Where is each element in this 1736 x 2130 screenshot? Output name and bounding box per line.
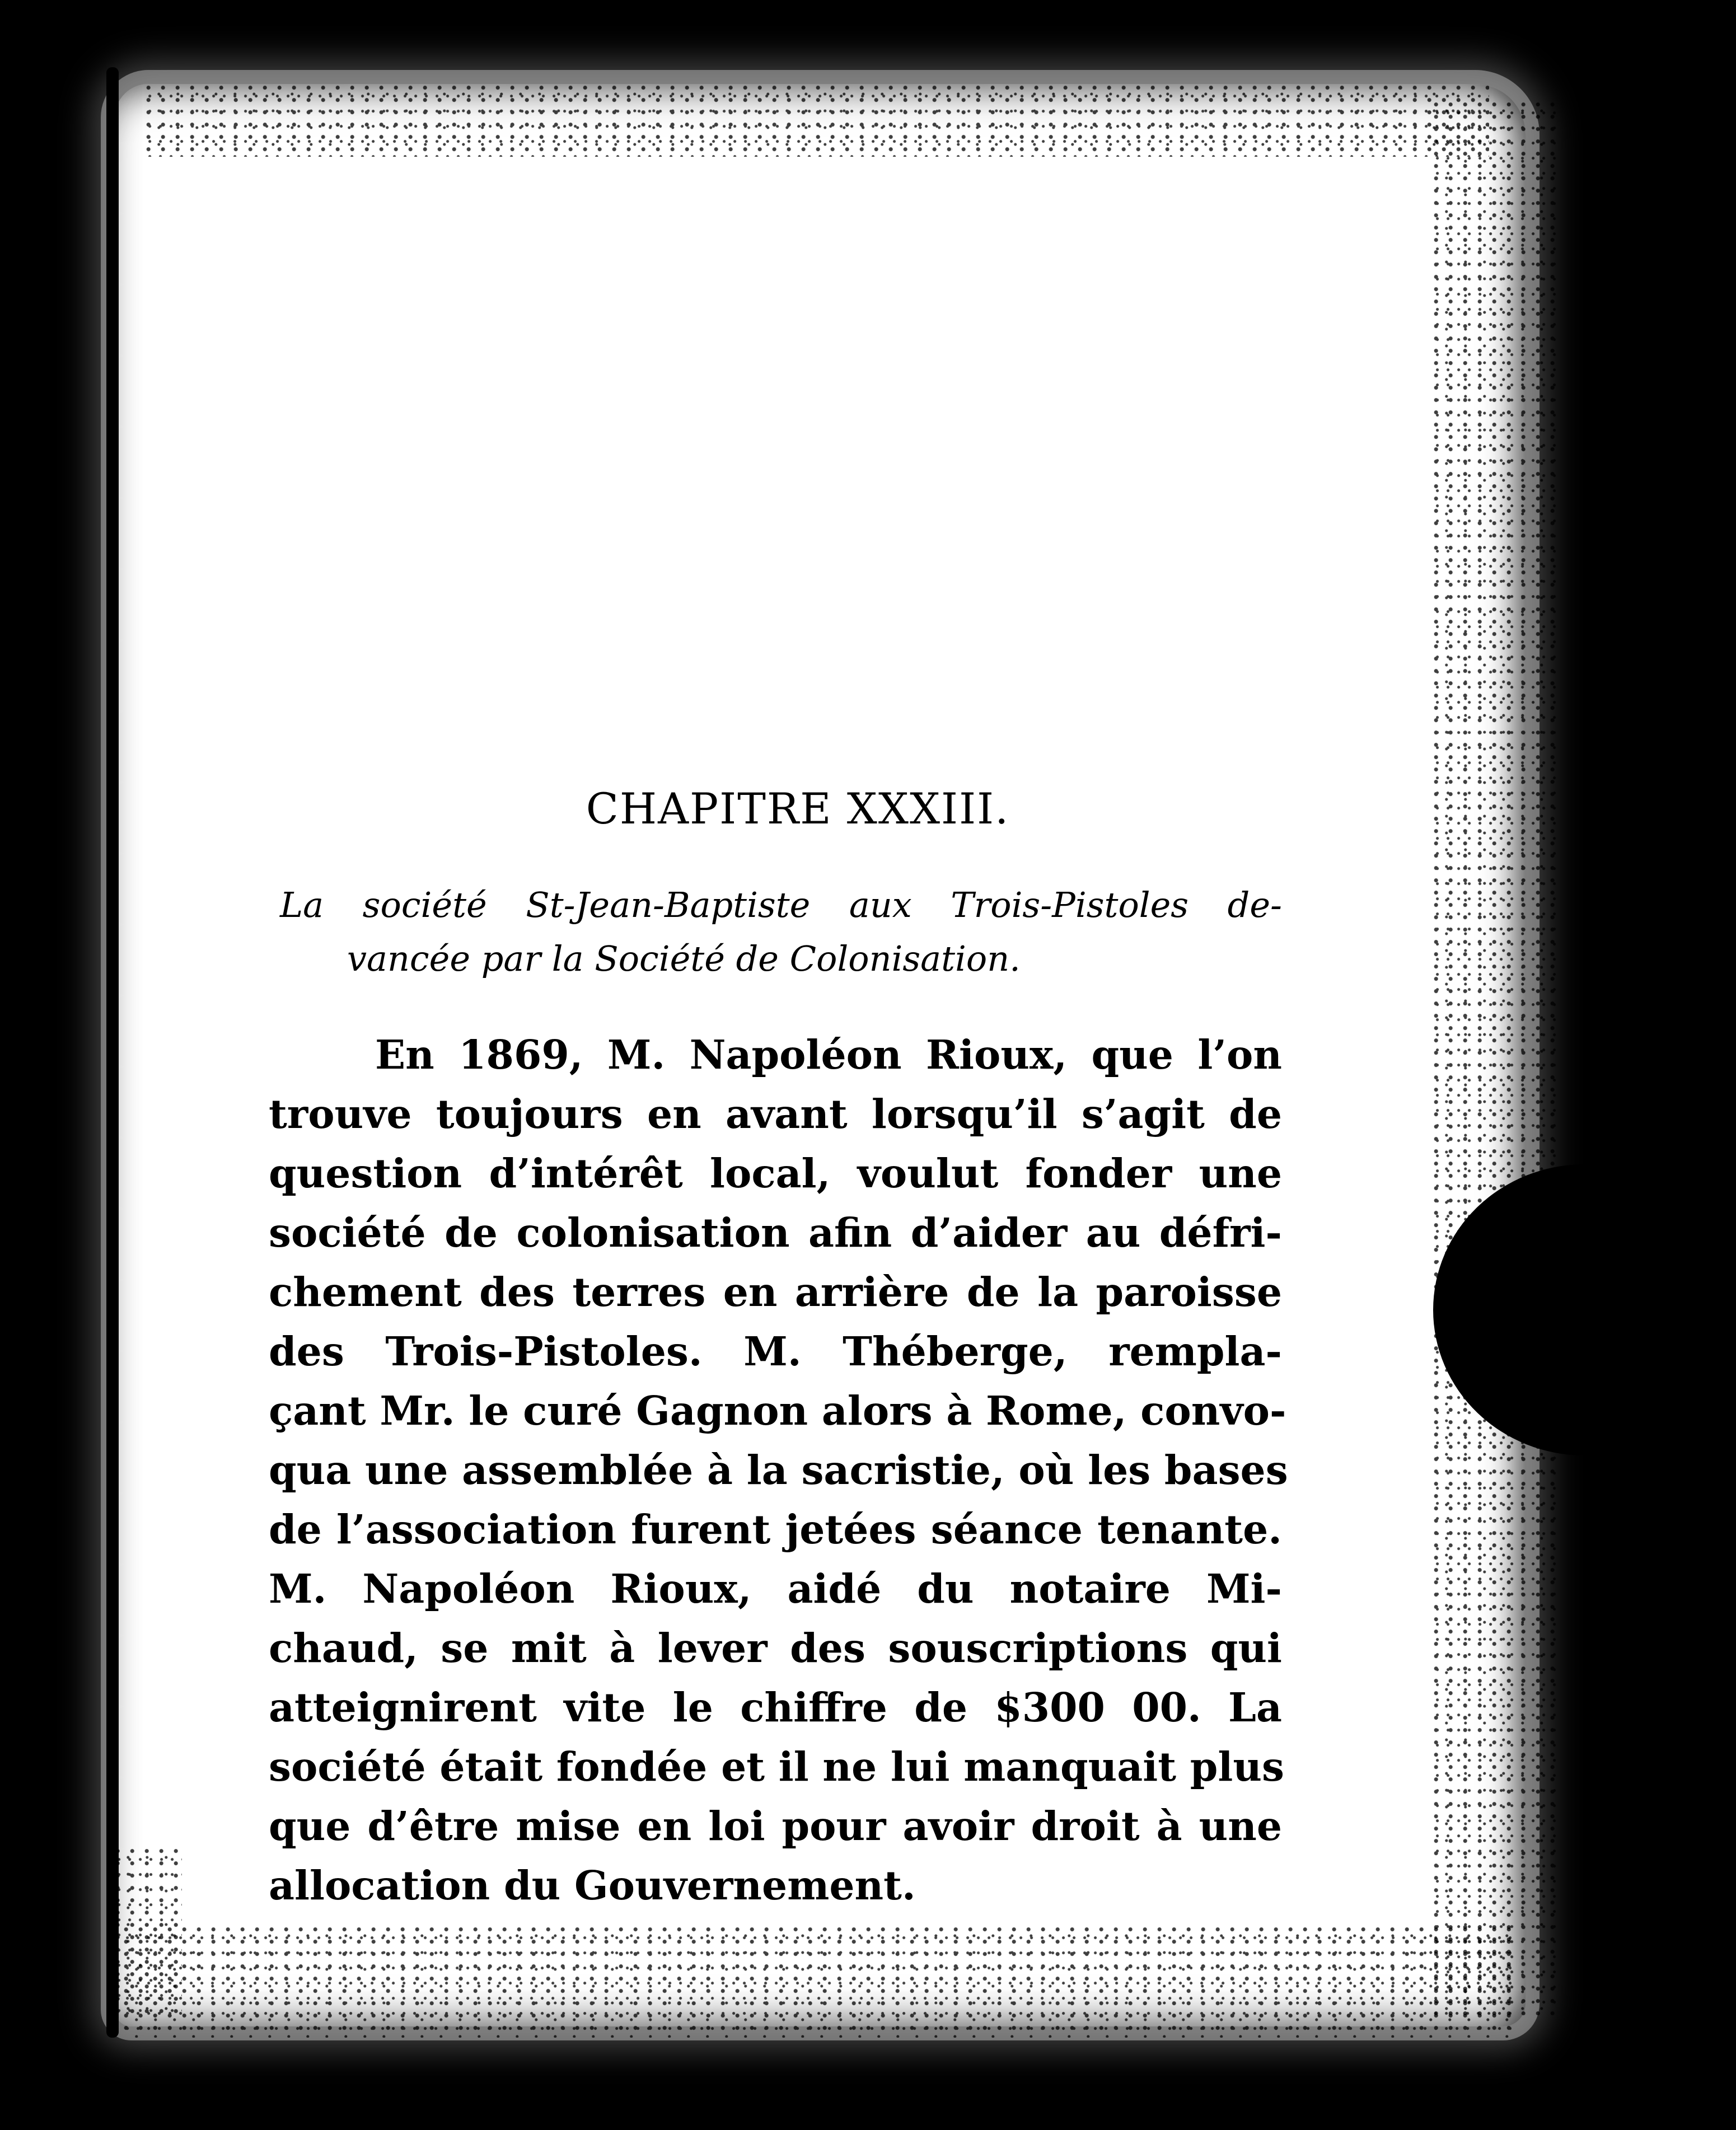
chapter-summary <box>269 878 1282 986</box>
scan-noise-bottom <box>123 1926 1512 2038</box>
page-text-block <box>269 784 1288 1915</box>
torn-edge-notch <box>1433 1164 1735 1455</box>
body-line: atteignirent vite le chiffre de $300 00. La <box>269 1684 1282 1731</box>
body-line: de l’association furent jetées séance tenante. <box>269 1506 1282 1553</box>
body-line: çant Mr. le curé Gagnon alors à Rome, convo- <box>269 1387 1286 1434</box>
body-line: des Trois-Pistoles. M. Théberge, rempla- <box>269 1328 1282 1375</box>
body-line: qua une assemblée à la sacristie, où les bases <box>269 1446 1288 1494</box>
body-line: En 1869, M. Napoléon Rioux, que l’on <box>375 1031 1282 1078</box>
scan-noise-left <box>115 1847 182 2015</box>
summary-line: vancée par la Société de Colonisation. <box>347 938 1021 979</box>
body-line: trouve toujours en avant lorsqu’il s’agit de <box>269 1090 1282 1137</box>
body-line: que d’être mise en loi pour avoir droit à une <box>269 1803 1282 1850</box>
body-paragraph <box>269 1025 1288 1915</box>
body-line: chement des terres en arrière de la paroisse <box>269 1268 1282 1316</box>
body-line: allocation du Gouvernement. <box>269 1862 916 1909</box>
chapter-title: CHAPITRE XXXIII. <box>586 784 1010 834</box>
summary-line: La société St-Jean-Baptiste aux Trois-Pistoles de- <box>280 884 1282 925</box>
body-line: société de colonisation afin d’aider au défri- <box>269 1209 1282 1256</box>
body-line: question d’intérêt local, voulut fonder une <box>269 1150 1282 1197</box>
body-line: société était fondée et il ne lui manquait plus <box>269 1743 1284 1790</box>
scan-noise-top <box>146 84 1489 157</box>
body-line: M. Napoléon Rioux, aidé du notaire Mi- <box>269 1565 1282 1612</box>
page-gutter-edge <box>106 67 119 2038</box>
body-line: chaud, se mit à lever des souscriptions qui <box>269 1625 1282 1672</box>
scan-noise-right <box>1433 101 1556 2015</box>
